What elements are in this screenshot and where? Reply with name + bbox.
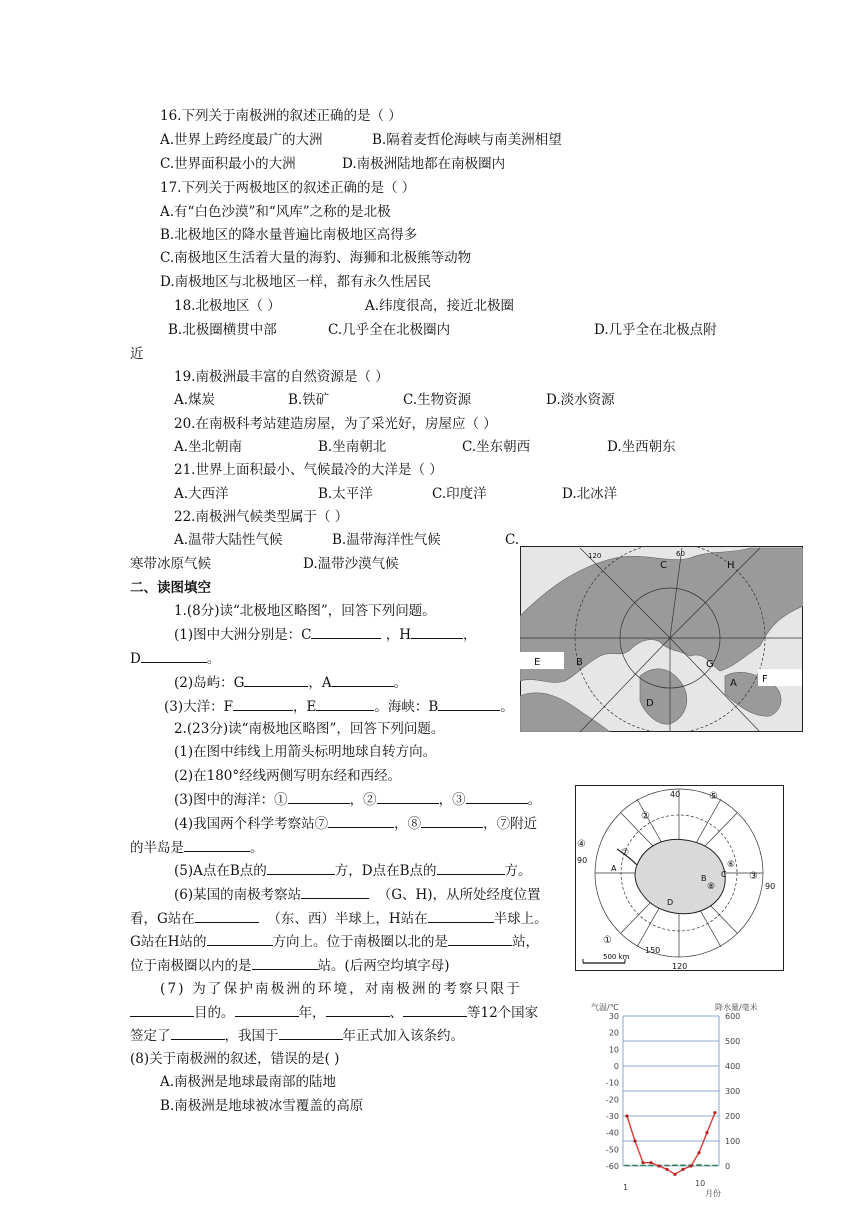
climate-temp-point: [633, 1139, 636, 1142]
climate-temp-point: [673, 1173, 676, 1176]
fill2-part8: (8)关于南极洲的叙述，错误的是( ): [130, 1051, 340, 1067]
blank-station7[interactable]: [328, 813, 394, 828]
fill2-p7-l2a: 目的。: [194, 1005, 235, 1021]
q22-option-b: B.温带海洋性气候: [332, 532, 441, 548]
arctic-label-a: A: [730, 678, 737, 689]
q16-option-b: B.隔着麦哲伦海峡与南美洲相望: [372, 132, 562, 148]
fill1-part3: [164, 696, 514, 717]
blank-country2[interactable]: [403, 1002, 467, 1017]
antarctic-scale-label: 500 km: [603, 953, 630, 961]
blank-dir-d[interactable]: [437, 860, 505, 875]
section-title: 二、读图填空: [130, 580, 211, 596]
fill1-p2-a: ，A: [308, 675, 332, 691]
fill1-part1-cont: [130, 648, 220, 669]
antarctic-marker-8: ⑧: [707, 882, 716, 892]
q18-option-c: C.几乎全在北极圈内: [328, 322, 451, 338]
climate-temp-point: [697, 1151, 700, 1154]
climate-ylabel-left: 气温/℃: [591, 1003, 619, 1012]
antarctic-degree-top: 40: [670, 790, 681, 799]
fill2-p6-gh: （G、H)，从所处经度位置: [377, 887, 541, 903]
fill2-p7-l3c: 年正式加入该条约。: [342, 1028, 464, 1044]
blank-inside-circle[interactable]: [252, 955, 318, 970]
q18-option-a: A.纬度很高，接近北极圈: [365, 298, 515, 314]
q22-stem: 22.南极洲气候类型属于（ ）: [174, 509, 349, 525]
fill1-p1-end: ，: [463, 627, 477, 643]
q19-stem: 19.南极洲最丰富的自然资源是（ ）: [174, 369, 389, 385]
antarctic-marker-2: ②: [641, 811, 650, 822]
climate-precip-tick: 500: [725, 1037, 741, 1046]
blank-c[interactable]: [311, 624, 381, 639]
climate-temp-point: [641, 1161, 644, 1164]
q17-option-c: C.南极地区生活着大量的海豹、海狮和北极熊等动物: [160, 250, 472, 266]
fill2-part6-l4: [130, 955, 450, 976]
blank-peninsula[interactable]: [184, 837, 250, 852]
q17-option-d: D.南极地区与北极地区一样，都有永久性居民: [160, 274, 432, 290]
fill2-part8-option-b: B.南极洲是地球被冰雪覆盖的高原: [160, 1098, 364, 1114]
antarctic-map: [575, 785, 784, 971]
q20-option-b: B.坐南朝北: [318, 439, 387, 455]
fill2-p4-8: ，⑧: [394, 816, 422, 832]
fill2-p7-l3b: ，我国于: [224, 1028, 279, 1044]
antarctic-marker-5: ⑤: [709, 791, 718, 802]
climate-precip-tick: 200: [725, 1112, 741, 1121]
q16-option-a: A.世界上跨经度最广的大洲: [160, 132, 323, 148]
fill2-p4-prefix: (4)我国两个科学考察站⑦: [174, 816, 329, 832]
blank-f[interactable]: [233, 696, 293, 711]
q21-option-b: B.太平洋: [318, 486, 373, 502]
q21-option-c: C.印度洋: [432, 486, 487, 502]
fill2-p6-l4b: 站。(后两空均填字母): [317, 958, 450, 974]
q16-stem: 16.下列关于南极洲的叙述正确的是（ ）: [160, 108, 402, 124]
arctic-map: [520, 546, 803, 732]
fill2-part3: [174, 789, 541, 810]
antarctic-marker-4: ④: [577, 839, 586, 850]
climate-temp-tick: 10: [608, 1045, 619, 1055]
climate-temp-point: [625, 1114, 628, 1117]
blank-purpose[interactable]: [130, 1002, 194, 1017]
fill2-part6-l3: [130, 931, 539, 952]
q18-option-d-cont: 近: [130, 346, 144, 362]
fill1-p3-end: 。: [500, 699, 514, 715]
fill2-p5-mid: 方，D点在B点的: [334, 863, 437, 879]
climate-temp-point: [689, 1164, 692, 1167]
fill2-part7-l1: (7) 为了保护南极洲的环境，对南极洲的考察只限于: [160, 981, 522, 997]
blank-dir-a[interactable]: [267, 860, 335, 875]
q21-stem: 21.世界上面积最小、气候最冷的大洋是（ ）: [174, 462, 443, 478]
q20-stem: 20.在南极科考站建造房屋，为了采光好，房屋应（ ）: [174, 416, 497, 432]
fill2-part7-l3: [130, 1025, 464, 1046]
fill2-p6-l2b: （东、西）半球上，H站在: [267, 911, 428, 927]
climate-temp-tick: -20: [605, 1095, 619, 1105]
fill2-p5-end: 方。: [504, 863, 532, 879]
blank-station-name[interactable]: [301, 884, 369, 899]
q17-stem: 17.下列关于两极地区的叙述正确的是（ ）: [160, 180, 416, 196]
fill1-p3-strait: 。海峡：B: [374, 699, 439, 715]
q22-option-a: A.温带大陆性气候: [174, 532, 283, 548]
blank-station8[interactable]: [421, 813, 483, 828]
arctic-degree-60: 60: [676, 550, 685, 558]
q18-option-d: D.几乎全在北极点附: [594, 322, 717, 338]
fill2-p3-2: ，②: [349, 792, 377, 808]
fill2-stem: 2.(23分)读“南极地区略图”，回答下列问题。: [174, 721, 445, 737]
climate-precip-tick: 300: [725, 1087, 741, 1096]
antarctic-point-b: B: [701, 874, 707, 883]
antarctic-degree-left: 90: [577, 856, 588, 865]
fill1-part1: [174, 624, 477, 645]
arctic-label-g: G: [706, 659, 714, 670]
climate-precip-tick: 600: [725, 1012, 741, 1021]
climate-precip-tick: 100: [725, 1137, 741, 1146]
fill2-part2: (2)在180°经线两侧写明东经和西经。: [174, 768, 402, 784]
q19-option-a: A.煤炭: [174, 392, 216, 408]
antarctic-degree-150: 150: [645, 946, 661, 955]
q19-option-b: B.铁矿: [288, 392, 330, 408]
antarctic-marker-3: ③: [749, 871, 758, 882]
fill2-p6-l3c: 站，: [512, 934, 540, 950]
fill2-part8-option-a: A.南极洲是地球最南部的陆地: [160, 1074, 337, 1090]
q18-option-b: B.北极圈横贯中部: [168, 322, 277, 338]
climate-gridlines: [623, 1016, 719, 1166]
climate-chart: [585, 1000, 775, 1198]
fill2-p4-mid: ，⑦附近: [483, 816, 538, 832]
fill2-p3-prefix: (3)图中的海洋：①: [174, 792, 288, 808]
arctic-label-f: F: [762, 674, 768, 685]
climate-x-first: 1: [623, 1183, 629, 1192]
climate-temp-point: [713, 1111, 716, 1114]
climate-precip-bar: [640, 1165, 646, 1166]
fill2-part4: [174, 813, 537, 834]
antarctic-degree-bottom: 120: [672, 962, 688, 971]
antarctic-point-d: D: [667, 898, 674, 907]
blank-north-circle[interactable]: [448, 931, 512, 946]
fill2-p3-end: 。: [527, 792, 542, 808]
climate-temp-tick: -60: [605, 1162, 619, 1171]
blank-g-hemisphere[interactable]: [195, 908, 259, 923]
q22-option-c: C.: [505, 532, 520, 548]
fill2-p4-cont: 的半岛是: [130, 840, 184, 856]
climate-precip-ticks: [725, 1012, 740, 1171]
climate-precip-bar: [704, 1165, 710, 1166]
climate-temp-tick: -40: [605, 1128, 619, 1138]
fill1-p1-d: D: [130, 651, 141, 667]
climate-temp-tick: -10: [605, 1078, 619, 1088]
blank-ocean2[interactable]: [377, 789, 439, 804]
antarctic-marker-1: ①: [603, 935, 612, 946]
fill2-p7-l2c: 、: [389, 1005, 403, 1021]
arctic-label-d: D: [646, 698, 654, 709]
antarctic-marker-7: ⑦: [621, 848, 630, 858]
blank-g[interactable]: [244, 672, 308, 687]
fill1-stem: 1.(8分)读“北极地区略图”，回答下列问题。: [174, 603, 436, 619]
fill2-p6-l2a: 看，G站在: [130, 911, 195, 927]
q20-option-a: A.坐北朝南: [174, 439, 243, 455]
climate-temp-ticks: [606, 1012, 619, 1171]
fill2-p6-l4a: 位于南极圈以内的是: [130, 958, 252, 974]
fill1-p2-prefix: (2)岛屿：G: [174, 675, 245, 691]
climate-temp-point: [649, 1161, 652, 1164]
blank-treaty[interactable]: [171, 1025, 225, 1040]
q20-option-d: D.坐西朝东: [607, 439, 676, 455]
arctic-degree-120: 120: [588, 552, 602, 560]
climate-precip-bar: [624, 1165, 630, 1166]
climate-x-last: 10: [695, 1179, 706, 1188]
fill1-p1-h: ，H: [385, 627, 412, 643]
arctic-label-e-box: [520, 652, 564, 669]
climate-x-label: 月份: [705, 1189, 721, 1198]
climate-precip-bar: [632, 1165, 638, 1166]
blank-b[interactable]: [438, 696, 500, 711]
climate-temp-point: [681, 1168, 684, 1171]
climate-temp-point: [665, 1168, 668, 1171]
climate-precip-bar: [696, 1164, 702, 1166]
fill2-p6-l2c: 半球上。: [493, 911, 548, 927]
q17-option-a: A.有“白色沙漠”和“风库”之称的是北极: [160, 204, 391, 220]
climate-precip-bar: [712, 1165, 718, 1166]
q17-option-b: B.北极地区的降水量普遍比南极地区高得多: [160, 227, 418, 243]
climate-temp-tick: 0: [613, 1062, 619, 1071]
fill2-p7-l2b: 年，: [298, 1005, 326, 1021]
climate-precip-tick: 400: [725, 1062, 741, 1071]
blank-ocean1[interactable]: [288, 789, 350, 804]
q19-option-d: D.淡水资源: [546, 392, 615, 408]
q18-stem: 18.北极地区（ ）: [174, 298, 281, 314]
blank-g-direction[interactable]: [207, 931, 273, 946]
fill2-p6-l3a: G站在H站的: [130, 934, 207, 950]
q16-option-c: C.世界面积最小的大洲: [160, 156, 296, 172]
antarctic-degree-right: 90: [765, 882, 776, 891]
climate-temp-tick: -50: [605, 1145, 619, 1155]
fill2-part6-l2: [130, 908, 548, 929]
fill1-p2-end: 。: [393, 675, 408, 691]
fill2-p6-l3b: 方向上。位于南极圈以北的是: [272, 934, 449, 950]
q22-option-d: D.温带沙漠气候: [303, 556, 399, 572]
climate-precip-bar: [680, 1165, 686, 1167]
antarctic-point-c: C: [721, 870, 727, 879]
climate-temp-point: [657, 1164, 660, 1167]
fill1-p3-prefix: (3)大洋：F: [164, 699, 233, 715]
blank-year[interactable]: [235, 1002, 299, 1017]
blank-ocean3[interactable]: [466, 789, 528, 804]
fill2-p4-end: 。: [250, 840, 264, 856]
blank-d[interactable]: [141, 648, 207, 663]
blank-h-hemisphere[interactable]: [428, 908, 494, 923]
fill2-p3-3: ，③: [438, 792, 466, 808]
climate-precip-bar: [664, 1165, 670, 1166]
fill1-p1-prefix: (1)图中大洲分别是：C: [174, 627, 312, 643]
arctic-label-b: B: [576, 657, 583, 668]
fill2-p6-prefix: (6)某国的南极考察站: [174, 887, 302, 903]
blank-join-year[interactable]: [279, 1025, 343, 1040]
fill1-part2: [174, 672, 407, 693]
q21-option-d: D.北冰洋: [562, 486, 618, 502]
climate-temp-tick: 20: [608, 1028, 619, 1038]
climate-precip-bar: [648, 1165, 654, 1166]
q21-option-a: A.大西洋: [174, 486, 229, 502]
climate-ylabel-right: 降水量/毫米: [715, 1003, 758, 1012]
q16-option-d: D.南极洲陆地都在南极圈内: [342, 156, 506, 172]
fill2-part4-cont: [130, 837, 264, 858]
blank-e[interactable]: [316, 696, 374, 711]
fill1-p3-e: ，E: [293, 699, 317, 715]
fill2-part6-l1: [174, 884, 541, 905]
fill2-part7-l2: [130, 1002, 538, 1023]
fill1-p1-d-end: 。: [206, 651, 221, 667]
q20-option-c: C.坐东朝西: [462, 439, 531, 455]
arctic-label-h: H: [727, 560, 735, 571]
climate-temp-point: [705, 1131, 708, 1134]
q22-option-c-cont: 寒带冰原气候: [130, 556, 211, 572]
climate-precip-tick: 0: [725, 1162, 731, 1171]
fill2-p5-prefix: (5)A点在B点的: [174, 863, 267, 879]
climate-temp-tick: 30: [608, 1012, 619, 1021]
fill2-part1: (1)在图中纬线上用箭头标明地球自转方向。: [174, 744, 437, 760]
fill2-p7-l3a: 签定了: [130, 1028, 171, 1044]
antarctic-point-a: A: [611, 864, 617, 873]
arctic-label-e: E: [534, 657, 541, 668]
climate-temp-tick: -30: [605, 1112, 619, 1121]
blank-a[interactable]: [332, 672, 394, 687]
blank-h[interactable]: [411, 624, 463, 639]
climate-precip-bar: [672, 1165, 678, 1167]
fill2-part5: [174, 860, 532, 881]
arctic-label-c: C: [660, 560, 667, 571]
fill2-p7-l2d: 等12个国家: [467, 1005, 539, 1021]
q19-option-c: C.生物资源: [403, 392, 472, 408]
blank-country1[interactable]: [326, 1002, 390, 1017]
antarctic-marker-6: ⑥: [727, 860, 736, 870]
